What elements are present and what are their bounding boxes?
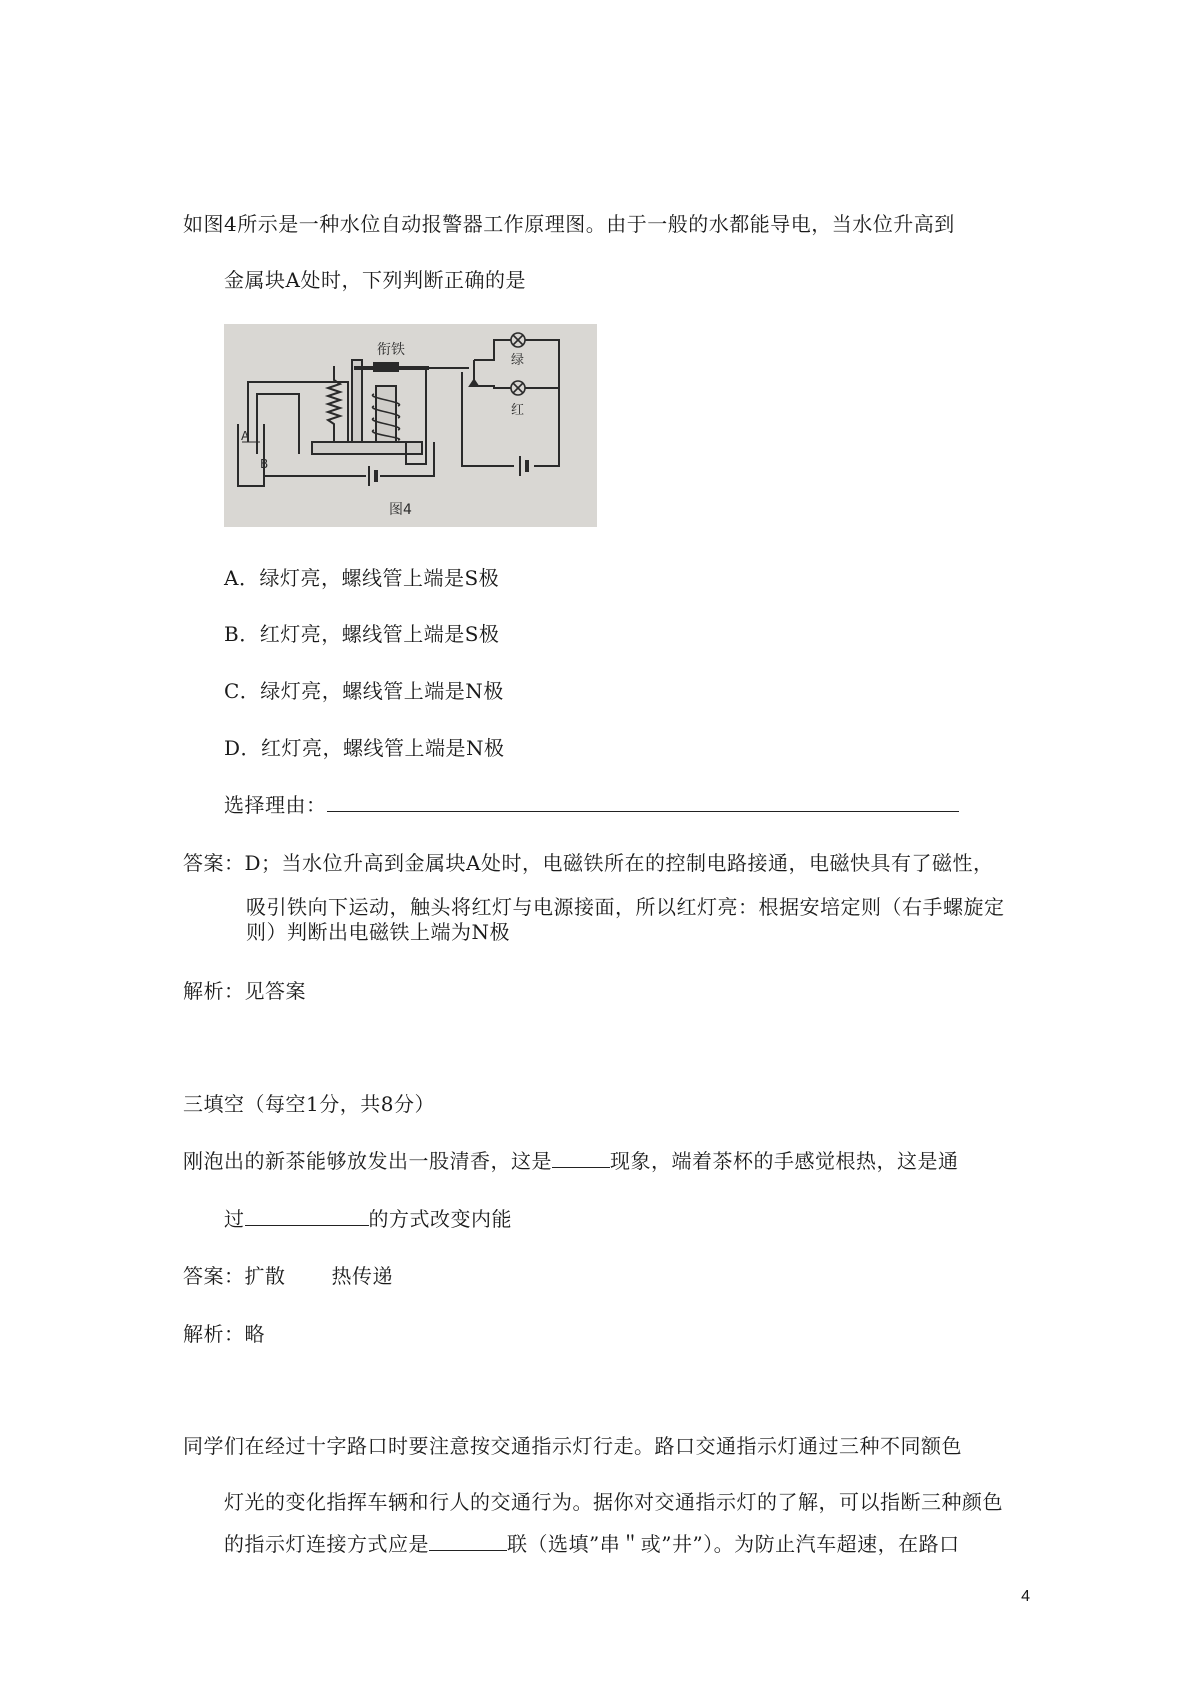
fill-answer-label: 答案：扩散 <box>183 1264 286 1288</box>
option-c: C．绿灯亮，螺线管上端是N极 <box>224 679 504 703</box>
fill-question2-line1: 同学们在经过十字路口时要注意按交通指示灯行走。路口交通指示灯通过三种不同额色 <box>183 1434 962 1458</box>
fill-q1-text4: 的方式改变内能 <box>368 1207 512 1231</box>
fill-q2-text-a: 的指示灯连接方式应是 <box>224 1532 429 1556</box>
label-electrode-b: B <box>260 457 269 471</box>
answer-line2: 吸引铁向下运动，触头将红灯与电源接面，所以红灯亮：根据安培定则（右手螺旋定 <box>246 895 1005 919</box>
label-electrode-a: A <box>241 429 250 443</box>
option-a: A．绿灯亮，螺线管上端是S极 <box>224 566 500 590</box>
reason-line <box>224 791 959 819</box>
figure-caption: 图4 <box>389 502 412 518</box>
analysis-line: 解析：见答案 <box>183 979 306 1003</box>
label-armature: 衔铁 <box>377 342 405 358</box>
fill-q1-blank2 <box>245 1205 369 1226</box>
fill-answer-second: 热传递 <box>331 1264 393 1288</box>
reason-blank <box>327 791 959 812</box>
answer-line1: 答案：D；当水位升高到金属块A处时，电磁铁所在的控制电路接通，电磁快具有了磁性， <box>183 851 994 875</box>
fill-q1-blank1 <box>552 1147 610 1168</box>
fill-question2-line2: 灯光的变化指挥车辆和行人的交通行为。据你对交通指示灯的了解，可以指断三种颜色 <box>224 1490 1003 1514</box>
fill-analysis-line: 解析：略 <box>183 1322 265 1346</box>
answer-line3: 则）判断出电磁铁上端为N极 <box>246 920 510 944</box>
fill-q1-text2: 现象，端着茶杯的手感觉根热，这是通 <box>610 1149 959 1173</box>
fill-question2-line3 <box>224 1530 960 1558</box>
label-red-lamp: 红 <box>511 403 525 418</box>
reason-label: 选择理由： <box>224 793 327 817</box>
fill-question1-line1 <box>183 1147 959 1175</box>
figure-water-level-alarm <box>224 324 597 527</box>
section-heading: 三填空（每空1分，共8分） <box>183 1092 435 1116</box>
fill-q2-text-b: 联（选填”串＂或”井”）。为防止汽车超速，在路口 <box>507 1532 960 1556</box>
page-number: 4 <box>1021 1588 1030 1605</box>
fill-q1-text3: 过 <box>224 1207 245 1231</box>
option-d: D．红灯亮，螺线管上端是N极 <box>224 736 505 760</box>
option-b: B．红灯亮，螺线管上端是S极 <box>224 622 500 646</box>
fill-q2-blank <box>429 1530 507 1551</box>
label-green-lamp: 绿 <box>511 353 525 368</box>
fill-question1-line2 <box>224 1205 512 1233</box>
question-stem-line1: 如图4所示是一种水位自动报警器工作原理图。由于一般的水都能导电，当水位升高到 <box>183 212 955 236</box>
fill-answer-line <box>183 1262 393 1290</box>
fill-q1-text1: 刚泡出的新茶能够放发出一股清香，这是 <box>183 1149 552 1173</box>
question-stem-line2: 金属块A处时，下列判断正确的是 <box>224 268 526 292</box>
